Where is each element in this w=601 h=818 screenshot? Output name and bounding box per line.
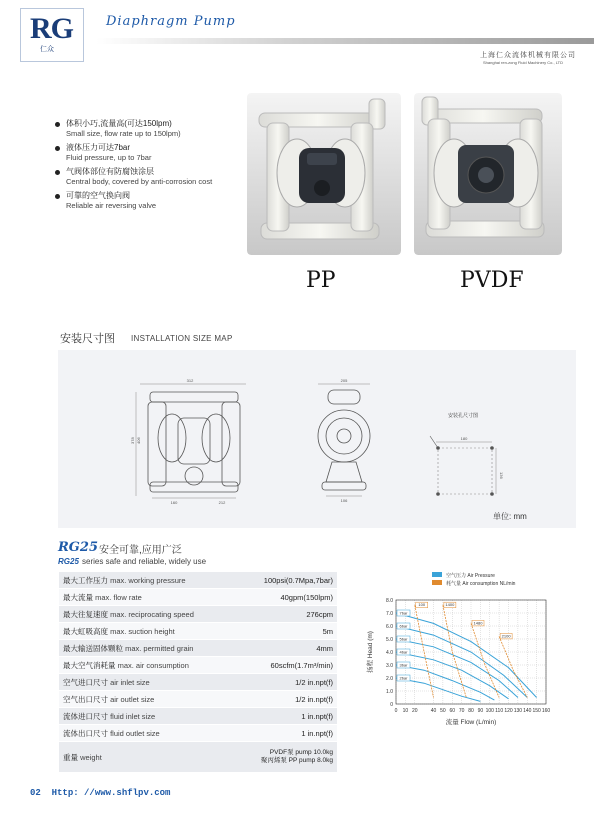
weight-line-pvdf: PVDF泵 pump 10.0kg	[269, 749, 333, 756]
x-tick-label: 80	[468, 708, 474, 714]
model-tagline-cn: 安全可靠,应用广泛	[99, 545, 182, 556]
bullet-icon	[55, 122, 60, 127]
y-tick-label: 6.0	[386, 624, 393, 630]
x-tick-label: 120	[504, 708, 513, 714]
feature-cn: 体积小巧,流量高(可达150lpm)	[66, 119, 172, 128]
spec-label-en: max. reciprocating speed	[110, 609, 194, 619]
x-tick-label: 0	[394, 708, 398, 714]
feature-cn: 液体压力可达7bar	[66, 143, 131, 152]
pressure-label: 5bar	[399, 636, 408, 642]
spec-label-en: air inlet size	[110, 677, 150, 687]
spec-label	[63, 728, 160, 739]
pp-label: PP	[306, 268, 336, 293]
spec-label-cn: 空气进口尺寸	[63, 677, 108, 687]
x-tick-label: 40	[430, 708, 437, 714]
dim-side-bottom: 106	[340, 498, 348, 503]
dim-height-b: 406	[136, 437, 141, 444]
model-sub-en: series safe and reliable, widely use	[82, 557, 207, 566]
bullet-icon	[55, 170, 60, 175]
pressure-label: 3bar	[399, 662, 408, 668]
feature-en: Reliable air reversing valve	[66, 201, 157, 210]
spec-label-en: max. air consumption	[117, 660, 189, 670]
spec-value: 40gpm(150lpm)	[280, 592, 333, 602]
spec-label-cn: 最大空气消耗量	[63, 660, 116, 670]
pvdf-pump-photo	[414, 93, 562, 255]
spec-table	[59, 572, 337, 773]
mount-hole-drawing	[428, 426, 508, 506]
installation-title-en: INSTALLATION SIZE MAP	[131, 334, 233, 343]
spec-value	[261, 749, 333, 765]
spec-label-en: fluid inlet size	[110, 711, 156, 721]
dim-side-width: 205	[340, 378, 348, 383]
model-sub-name: RG25	[58, 557, 79, 566]
spec-row	[59, 572, 337, 589]
spec-label	[63, 609, 194, 620]
feature-cn: 可靠的空气换向阀	[66, 191, 130, 200]
logo: RG	[30, 12, 73, 45]
dim-mount-height: 136	[499, 472, 504, 479]
spec-value: 1/2 in.npt(f)	[295, 694, 333, 704]
feature-en: Central body, covered by anti-corrosion cost	[66, 177, 213, 186]
x-tick-label: 150	[532, 708, 541, 714]
spec-row	[59, 691, 337, 708]
spec-row	[59, 606, 337, 623]
y-tick-label: 1.0	[386, 689, 393, 695]
weight-line-pp: 聚丙烯泵 PP pump 8.0kg	[260, 757, 333, 764]
x-tick-label: 70	[458, 708, 465, 714]
spec-label-en: air outlet size	[110, 694, 155, 704]
bullet-icon	[55, 194, 60, 199]
pressure-label: 6bar	[399, 623, 408, 629]
logo-subtext: 仁众	[40, 46, 54, 53]
y-tick-label: 5.0	[386, 637, 393, 643]
feature-item	[55, 118, 255, 139]
pressure-curve	[396, 610, 537, 698]
pressure-curve	[396, 675, 480, 701]
page-number: 02	[30, 788, 41, 798]
feature-list	[55, 118, 255, 214]
y-tick-label: 3.0	[386, 663, 393, 669]
x-tick-label: 110	[495, 708, 504, 714]
spec-row	[59, 640, 337, 657]
spec-row	[59, 725, 337, 742]
feature-item	[55, 190, 255, 211]
spec-label-cn: 流体出口尺寸	[63, 728, 108, 738]
company-name-en: Shanghai ren-zong Fluid Machinery Co., LTD	[483, 60, 563, 65]
spec-label	[63, 575, 186, 586]
x-tick-label: 140	[523, 708, 532, 714]
spec-value: 5m	[322, 626, 333, 636]
x-tick-label: 130	[513, 708, 523, 714]
website-link[interactable]: Http: //www.shflpv.com	[51, 788, 171, 798]
dim-bottom-a: 160	[170, 500, 178, 505]
y-tick-label: 8.0	[386, 598, 393, 604]
page-title: Diaphragm Pump	[106, 14, 236, 29]
spec-label	[63, 660, 189, 671]
y-axis-label: 扬程 Head (m)	[367, 631, 374, 673]
x-tick-label: 50	[440, 708, 446, 714]
pressure-label: 4bar	[399, 649, 408, 655]
spec-label	[63, 694, 154, 705]
consumption-label: 1400	[445, 602, 455, 608]
spec-label-en: max. suction height	[110, 626, 175, 636]
spec-label-cn: 空气出口尺寸	[63, 694, 108, 704]
x-tick-label: 60	[449, 708, 456, 714]
installation-title-cn: 安装尺寸图	[60, 333, 115, 345]
spec-label	[63, 626, 175, 637]
company-name-cn: 上海仁众流体机械有限公司	[480, 52, 576, 59]
spec-label-en: max. flow rate	[95, 592, 142, 602]
consumption-label: 100	[418, 602, 426, 608]
header-band	[96, 38, 594, 44]
spec-label-en: weight	[80, 752, 102, 762]
feature-item	[55, 142, 255, 163]
performance-chart	[362, 564, 562, 740]
spec-value: 276cpm	[306, 609, 333, 619]
spec-label-cn: 流体进口尺寸	[63, 711, 108, 721]
y-tick-label: 4.0	[386, 650, 393, 656]
legend-label: 耗气量 Air consumption NL/min	[446, 581, 516, 587]
x-axis-label: 流量 Flow (L/min)	[445, 719, 497, 726]
pp-pump-photo	[247, 93, 401, 255]
spec-row	[59, 674, 337, 691]
spec-label-cn: 最大输送固体颗粒	[63, 643, 123, 653]
dim-bottom-b: 212	[218, 500, 226, 505]
unit-label: 单位: mm	[493, 512, 527, 521]
spec-value: 1/2 in.npt(f)	[295, 677, 333, 687]
consumption-curve	[499, 636, 527, 697]
x-tick-label: 160	[541, 708, 551, 714]
spec-value: 4mm	[316, 643, 333, 653]
spec-label	[63, 592, 142, 603]
y-tick-label: 2.0	[386, 676, 393, 682]
feature-cn: 气阀体部位有防腐蚀涂层	[66, 167, 154, 176]
consumption-curve	[471, 623, 499, 697]
spec-value: 100psi(0.7Mpa,7bar)	[263, 575, 333, 585]
spec-row	[59, 623, 337, 640]
spec-row	[59, 708, 337, 725]
spec-label-en: max. working pressure	[110, 575, 186, 585]
x-tick-label: 100	[485, 708, 494, 714]
spec-label-cn: 重量	[63, 752, 78, 762]
spec-row	[59, 657, 337, 674]
legend-label: 空气压力 Air Pressure	[446, 573, 495, 579]
spec-value: 1 in.npt(f)	[301, 728, 333, 738]
model-name: RG25	[58, 540, 98, 555]
pressure-label: 2bar	[399, 675, 408, 681]
x-tick-label: 90	[477, 708, 484, 714]
spec-label	[63, 752, 102, 763]
legend-swatch	[432, 580, 442, 585]
spec-label	[63, 711, 155, 722]
dim-mount-width: 180	[460, 436, 468, 441]
spec-label	[63, 643, 193, 654]
spec-label-en: fluid outlet size	[110, 728, 160, 738]
spec-label-cn: 最大工作压力	[63, 575, 108, 585]
spec-value: 1 in.npt(f)	[301, 711, 333, 721]
y-tick-label: 7.0	[386, 611, 393, 617]
spec-label	[63, 677, 150, 688]
spec-row-weight	[59, 742, 337, 773]
mount-hole-title: 安装孔尺寸图	[448, 413, 479, 419]
y-tick-label: 0	[390, 702, 393, 708]
dim-front-width: 312	[186, 378, 194, 383]
pressure-curve	[396, 662, 494, 700]
side-view-drawing	[300, 378, 388, 506]
dim-height-a: 378	[130, 437, 135, 444]
spec-value: 60scfm(1.7m³/min)	[270, 660, 333, 670]
x-tick-label: 10	[402, 708, 409, 714]
feature-en: Small size, flow rate up to 150lpm)	[66, 129, 181, 138]
x-tick-label: 20	[411, 708, 418, 714]
legend-swatch	[432, 572, 442, 577]
pvdf-label: PVDF	[460, 268, 524, 293]
consumption-label: 1480	[473, 620, 483, 626]
spec-label-cn: 最大往复速度	[63, 609, 108, 619]
bullet-icon	[55, 146, 60, 151]
spec-row	[59, 589, 337, 606]
front-view-drawing	[130, 378, 250, 506]
spec-label-en: max. permitted grain	[125, 643, 194, 653]
pressure-label: 7bar	[399, 610, 408, 616]
spec-label-cn: 最大虹吸高度	[63, 626, 108, 636]
feature-en: Fluid pressure, up to 7bar	[66, 153, 152, 162]
spec-label-cn: 最大流量	[63, 592, 93, 602]
footer	[30, 788, 170, 798]
consumption-curve	[443, 605, 466, 697]
consumption-label: 2100	[501, 633, 511, 639]
feature-item	[55, 166, 255, 187]
